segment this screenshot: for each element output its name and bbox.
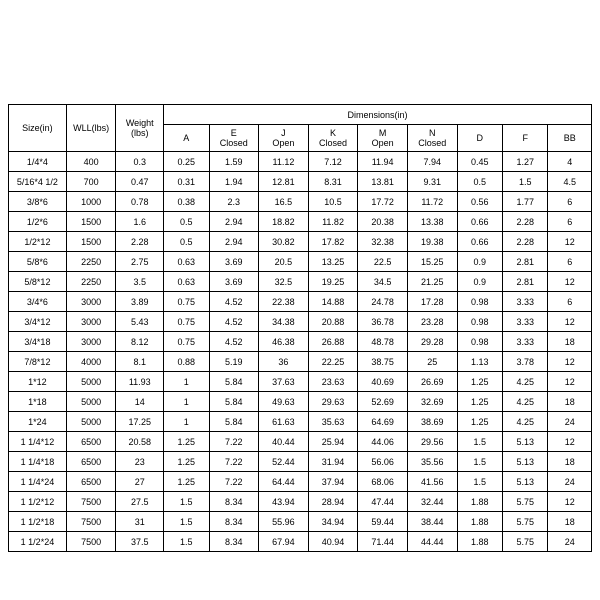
table-cell: 35.63 <box>308 412 358 432</box>
table-cell: 38.75 <box>358 352 408 372</box>
table-cell: 38.44 <box>407 512 457 532</box>
table-cell: 0.31 <box>164 172 209 192</box>
table-cell: 4000 <box>66 352 116 372</box>
table-cell: 3/8*6 <box>9 192 67 212</box>
table-cell: 14 <box>116 392 164 412</box>
table-cell: 5.84 <box>209 392 259 412</box>
table-row <box>9 312 592 332</box>
table-cell: 5.13 <box>503 432 548 452</box>
table-cell: 12.81 <box>259 172 309 192</box>
table-row <box>9 252 592 272</box>
table-cell: 68.06 <box>358 472 408 492</box>
column-header-bb: BB <box>548 125 592 152</box>
table-cell: 1.5 <box>457 472 502 492</box>
table-cell: 22.25 <box>308 352 358 372</box>
table-row <box>9 292 592 312</box>
table-cell: 64.44 <box>259 472 309 492</box>
column-header-m <box>358 125 408 152</box>
table-cell: 52.69 <box>358 392 408 412</box>
table-cell: 26.88 <box>308 332 358 352</box>
table-cell: 4.52 <box>209 292 259 312</box>
table-cell: 11.82 <box>308 212 358 232</box>
column-header-j-line1: J <box>281 128 286 138</box>
table-cell: 1.25 <box>457 392 502 412</box>
table-cell: 15.25 <box>407 252 457 272</box>
table-cell: 4.25 <box>503 372 548 392</box>
table-cell: 1.88 <box>457 532 502 552</box>
table-cell: 0.5 <box>457 172 502 192</box>
table-cell: 1/2*12 <box>9 232 67 252</box>
table-cell: 1 <box>164 392 209 412</box>
table-cell: 2.28 <box>503 212 548 232</box>
column-header-j-line2: Open <box>272 138 295 148</box>
table-cell: 36 <box>259 352 309 372</box>
table-row <box>9 392 592 412</box>
table-cell: 8.12 <box>116 332 164 352</box>
table-cell: 1.5 <box>457 452 502 472</box>
table-cell: 4 <box>548 152 592 172</box>
table-cell: 3.33 <box>503 312 548 332</box>
table-cell: 5.43 <box>116 312 164 332</box>
table-cell: 3.69 <box>209 252 259 272</box>
table-cell: 0.98 <box>457 312 502 332</box>
table-cell: 17.82 <box>308 232 358 252</box>
table-cell: 23.28 <box>407 312 457 332</box>
table-cell: 34.5 <box>358 272 408 292</box>
table-cell: 44.44 <box>407 532 457 552</box>
table-cell: 12 <box>548 272 592 292</box>
table-cell: 0.47 <box>116 172 164 192</box>
table-cell: 47.44 <box>358 492 408 512</box>
table-cell: 31 <box>116 512 164 532</box>
table-cell: 1 1/4*18 <box>9 452 67 472</box>
table-cell: 12 <box>548 312 592 332</box>
table-cell: 1.88 <box>457 512 502 532</box>
table-cell: 7.12 <box>308 152 358 172</box>
table-cell: 0.66 <box>457 232 502 252</box>
column-header-k-line1: K <box>330 128 337 138</box>
table-cell: 5.84 <box>209 372 259 392</box>
column-header-e-line2: Closed <box>219 138 248 148</box>
table-cell: 61.63 <box>259 412 309 432</box>
table-cell: 1.77 <box>503 192 548 212</box>
table-cell: 7.22 <box>209 452 259 472</box>
table-row <box>9 452 592 472</box>
table-cell: 32.38 <box>358 232 408 252</box>
table-cell: 1/4*4 <box>9 152 67 172</box>
table-cell: 8.34 <box>209 492 259 512</box>
table-cell: 3.89 <box>116 292 164 312</box>
table-cell: 44.06 <box>358 432 408 452</box>
table-cell: 26.69 <box>407 372 457 392</box>
table-cell: 8.1 <box>116 352 164 372</box>
table-cell: 5000 <box>66 372 116 392</box>
table-cell: 5/8*12 <box>9 272 67 292</box>
table-cell: 1.5 <box>164 492 209 512</box>
table-cell: 1 <box>164 372 209 392</box>
table-cell: 6 <box>548 292 592 312</box>
table-cell: 34.94 <box>308 512 358 532</box>
table-cell: 2.94 <box>209 212 259 232</box>
table-cell: 3.5 <box>116 272 164 292</box>
table-cell: 56.06 <box>358 452 408 472</box>
table-cell: 1500 <box>66 232 116 252</box>
table-cell: 13.38 <box>407 212 457 232</box>
table-cell: 0.63 <box>164 252 209 272</box>
table-cell: 0.66 <box>457 212 502 232</box>
table-cell: 0.75 <box>164 332 209 352</box>
table-cell: 1.5 <box>164 532 209 552</box>
table-cell: 38.69 <box>407 412 457 432</box>
table-cell: 8.31 <box>308 172 358 192</box>
table-cell: 5.75 <box>503 492 548 512</box>
table-cell: 48.78 <box>358 332 408 352</box>
table-cell: 2.28 <box>503 232 548 252</box>
table-cell: 3000 <box>66 332 116 352</box>
table-cell: 0.78 <box>116 192 164 212</box>
table-cell: 1.25 <box>457 372 502 392</box>
table-cell: 29.56 <box>407 432 457 452</box>
table-cell: 7.94 <box>407 152 457 172</box>
table-cell: 19.25 <box>308 272 358 292</box>
table-cell: 18 <box>548 332 592 352</box>
table-cell: 5000 <box>66 392 116 412</box>
table-cell: 24 <box>548 532 592 552</box>
table-cell: 20.38 <box>358 212 408 232</box>
table-row <box>9 532 592 552</box>
table-cell: 55.96 <box>259 512 309 532</box>
table-row <box>9 372 592 392</box>
table-cell: 18 <box>548 392 592 412</box>
column-header-f: F <box>503 125 548 152</box>
table-cell: 7.22 <box>209 432 259 452</box>
table-cell: 0.88 <box>164 352 209 372</box>
table-cell: 2.94 <box>209 232 259 252</box>
table-cell: 23.63 <box>308 372 358 392</box>
table-cell: 37.5 <box>116 532 164 552</box>
table-cell: 20.5 <box>259 252 309 272</box>
table-cell: 8.34 <box>209 512 259 532</box>
table-cell: 6 <box>548 252 592 272</box>
table-row <box>9 152 592 172</box>
table-cell: 13.25 <box>308 252 358 272</box>
table-cell: 0.45 <box>457 152 502 172</box>
table-cell: 24.78 <box>358 292 408 312</box>
table-cell: 41.56 <box>407 472 457 492</box>
table-cell: 1.88 <box>457 492 502 512</box>
table-cell: 3.69 <box>209 272 259 292</box>
table-row <box>9 412 592 432</box>
table-cell: 17.28 <box>407 292 457 312</box>
table-cell: 52.44 <box>259 452 309 472</box>
table-cell: 40.94 <box>308 532 358 552</box>
table-cell: 1*18 <box>9 392 67 412</box>
table-cell: 21.25 <box>407 272 457 292</box>
table-cell: 34.38 <box>259 312 309 332</box>
column-header-weight <box>116 105 164 152</box>
table-cell: 18 <box>548 452 592 472</box>
column-header-dimensions-group: Dimensions(in) <box>164 105 592 125</box>
table-cell: 18.82 <box>259 212 309 232</box>
table-cell: 11.94 <box>358 152 408 172</box>
table-cell: 3.78 <box>503 352 548 372</box>
table-cell: 1.5 <box>503 172 548 192</box>
table-cell: 4.25 <box>503 412 548 432</box>
table-cell: 1 1/4*24 <box>9 472 67 492</box>
table-row <box>9 212 592 232</box>
table-cell: 1.94 <box>209 172 259 192</box>
table-cell: 700 <box>66 172 116 192</box>
table-cell: 1 1/2*24 <box>9 532 67 552</box>
table-cell: 0.98 <box>457 292 502 312</box>
column-header-weight-line2: (lbs) <box>131 128 149 138</box>
table-cell: 6 <box>548 192 592 212</box>
table-cell: 0.75 <box>164 292 209 312</box>
table-cell: 5000 <box>66 412 116 432</box>
column-header-n-line2: Closed <box>418 138 447 148</box>
table-cell: 7/8*12 <box>9 352 67 372</box>
table-row <box>9 272 592 292</box>
table-cell: 67.94 <box>259 532 309 552</box>
table-cell: 37.94 <box>308 472 358 492</box>
table-row <box>9 352 592 372</box>
table-cell: 6500 <box>66 452 116 472</box>
table-cell: 1 1/4*12 <box>9 432 67 452</box>
table-body <box>9 152 592 552</box>
table-cell: 3/4*6 <box>9 292 67 312</box>
table-cell: 14.88 <box>308 292 358 312</box>
table-cell: 1.5 <box>457 432 502 452</box>
column-header-weight-line1: Weight <box>125 118 154 128</box>
table-cell: 32.44 <box>407 492 457 512</box>
column-header-k <box>308 125 358 152</box>
table-cell: 6500 <box>66 432 116 452</box>
column-header-k-line2: Closed <box>319 138 348 148</box>
table-cell: 64.69 <box>358 412 408 432</box>
table-cell: 4.52 <box>209 312 259 332</box>
table-cell: 36.78 <box>358 312 408 332</box>
table-cell: 30.82 <box>259 232 309 252</box>
table-row <box>9 492 592 512</box>
table-cell: 17.72 <box>358 192 408 212</box>
table-cell: 7500 <box>66 492 116 512</box>
table-cell: 23 <box>116 452 164 472</box>
column-header-d: D <box>457 125 502 152</box>
table-cell: 9.31 <box>407 172 457 192</box>
table-cell: 1.13 <box>457 352 502 372</box>
table-cell: 1.59 <box>209 152 259 172</box>
table-row <box>9 472 592 492</box>
table-cell: 46.38 <box>259 332 309 352</box>
table-cell: 49.63 <box>259 392 309 412</box>
table-cell: 12 <box>548 492 592 512</box>
table-header <box>9 105 592 152</box>
column-header-e <box>209 125 259 152</box>
table-cell: 0.5 <box>164 232 209 252</box>
column-header-a: A <box>164 125 209 152</box>
table-cell: 1 <box>164 412 209 432</box>
table-cell: 2.81 <box>503 272 548 292</box>
table-cell: 1.5 <box>164 512 209 532</box>
table-cell: 11.72 <box>407 192 457 212</box>
table-cell: 1/2*6 <box>9 212 67 232</box>
table-cell: 7500 <box>66 512 116 532</box>
column-header-size: Size(in) <box>9 105 67 152</box>
table-cell: 25 <box>407 352 457 372</box>
table-cell: 20.88 <box>308 312 358 332</box>
table-cell: 1.25 <box>164 432 209 452</box>
table-row <box>9 432 592 452</box>
table-cell: 4.25 <box>503 392 548 412</box>
table-cell: 0.38 <box>164 192 209 212</box>
table-cell: 0.3 <box>116 152 164 172</box>
table-cell: 1*12 <box>9 372 67 392</box>
table-cell: 5.13 <box>503 472 548 492</box>
column-header-e-line1: E <box>230 128 237 138</box>
table-cell: 27.5 <box>116 492 164 512</box>
column-header-m-line2: Open <box>371 138 394 148</box>
table-cell: 3.33 <box>503 292 548 312</box>
table-row <box>9 232 592 252</box>
table-cell: 37.63 <box>259 372 309 392</box>
table-cell: 3.33 <box>503 332 548 352</box>
column-header-n-line1: N <box>428 128 436 138</box>
table-cell: 6500 <box>66 472 116 492</box>
table-cell: 40.44 <box>259 432 309 452</box>
table-cell: 1000 <box>66 192 116 212</box>
table-cell: 35.56 <box>407 452 457 472</box>
table-cell: 59.44 <box>358 512 408 532</box>
table-cell: 2.75 <box>116 252 164 272</box>
table-cell: 18 <box>548 512 592 532</box>
table-cell: 1 1/2*12 <box>9 492 67 512</box>
table-cell: 3/4*18 <box>9 332 67 352</box>
table-cell: 5/8*6 <box>9 252 67 272</box>
table-cell: 0.98 <box>457 332 502 352</box>
table-cell: 10.5 <box>308 192 358 212</box>
table-cell: 29.28 <box>407 332 457 352</box>
table-cell: 2250 <box>66 272 116 292</box>
table-cell: 0.63 <box>164 272 209 292</box>
table-cell: 5.13 <box>503 452 548 472</box>
table-cell: 22.5 <box>358 252 408 272</box>
table-cell: 5.84 <box>209 412 259 432</box>
table-cell: 2.3 <box>209 192 259 212</box>
table-cell: 32.69 <box>407 392 457 412</box>
table-cell: 0.56 <box>457 192 502 212</box>
table-cell: 16.5 <box>259 192 309 212</box>
table-cell: 17.25 <box>116 412 164 432</box>
table-cell: 0.9 <box>457 252 502 272</box>
table-cell: 2.81 <box>503 252 548 272</box>
column-header-wll: WLL(lbs) <box>66 105 116 152</box>
table-cell: 3000 <box>66 312 116 332</box>
table-cell: 3000 <box>66 292 116 312</box>
table-cell: 24 <box>548 412 592 432</box>
table-cell: 20.58 <box>116 432 164 452</box>
table-cell: 5.19 <box>209 352 259 372</box>
column-header-m-line1: M <box>378 128 387 138</box>
table-cell: 4.5 <box>548 172 592 192</box>
table-cell: 12 <box>548 232 592 252</box>
table-cell: 0.5 <box>164 212 209 232</box>
table-cell: 12 <box>548 432 592 452</box>
table-cell: 0.75 <box>164 312 209 332</box>
table-cell: 29.63 <box>308 392 358 412</box>
table-cell: 25.94 <box>308 432 358 452</box>
table-cell: 40.69 <box>358 372 408 392</box>
table-cell: 8.34 <box>209 532 259 552</box>
table-cell: 1*24 <box>9 412 67 432</box>
column-header-j <box>259 125 309 152</box>
table-cell: 0.9 <box>457 272 502 292</box>
table-cell: 5.75 <box>503 512 548 532</box>
table-header-group-row <box>9 105 592 125</box>
table-cell: 11.93 <box>116 372 164 392</box>
table-cell: 6 <box>548 212 592 232</box>
table-cell: 24 <box>548 472 592 492</box>
table-cell: 1 1/2*18 <box>9 512 67 532</box>
table-cell: 1.25 <box>164 472 209 492</box>
table-cell: 27 <box>116 472 164 492</box>
table-cell: 1.25 <box>457 412 502 432</box>
table-row <box>9 192 592 212</box>
table-cell: 22.38 <box>259 292 309 312</box>
table-cell: 5.75 <box>503 532 548 552</box>
table-cell: 1.6 <box>116 212 164 232</box>
table-cell: 2250 <box>66 252 116 272</box>
table-cell: 1500 <box>66 212 116 232</box>
table-cell: 7500 <box>66 532 116 552</box>
table-cell: 11.12 <box>259 152 309 172</box>
table-cell: 19.38 <box>407 232 457 252</box>
table-row <box>9 172 592 192</box>
table-cell: 5/16*4 1/2 <box>9 172 67 192</box>
table-cell: 2.28 <box>116 232 164 252</box>
table-row <box>9 332 592 352</box>
table-cell: 13.81 <box>358 172 408 192</box>
table-cell: 28.94 <box>308 492 358 512</box>
table-cell: 31.94 <box>308 452 358 472</box>
table-cell: 0.25 <box>164 152 209 172</box>
specification-table-container <box>8 104 592 552</box>
specification-table <box>8 104 592 552</box>
table-cell: 43.94 <box>259 492 309 512</box>
table-cell: 32.5 <box>259 272 309 292</box>
table-cell: 400 <box>66 152 116 172</box>
table-cell: 12 <box>548 372 592 392</box>
table-cell: 12 <box>548 352 592 372</box>
table-cell: 1.25 <box>164 452 209 472</box>
table-row <box>9 512 592 532</box>
table-cell: 71.44 <box>358 532 408 552</box>
table-cell: 3/4*12 <box>9 312 67 332</box>
table-cell: 7.22 <box>209 472 259 492</box>
table-cell: 4.52 <box>209 332 259 352</box>
column-header-n <box>407 125 457 152</box>
table-cell: 1.27 <box>503 152 548 172</box>
